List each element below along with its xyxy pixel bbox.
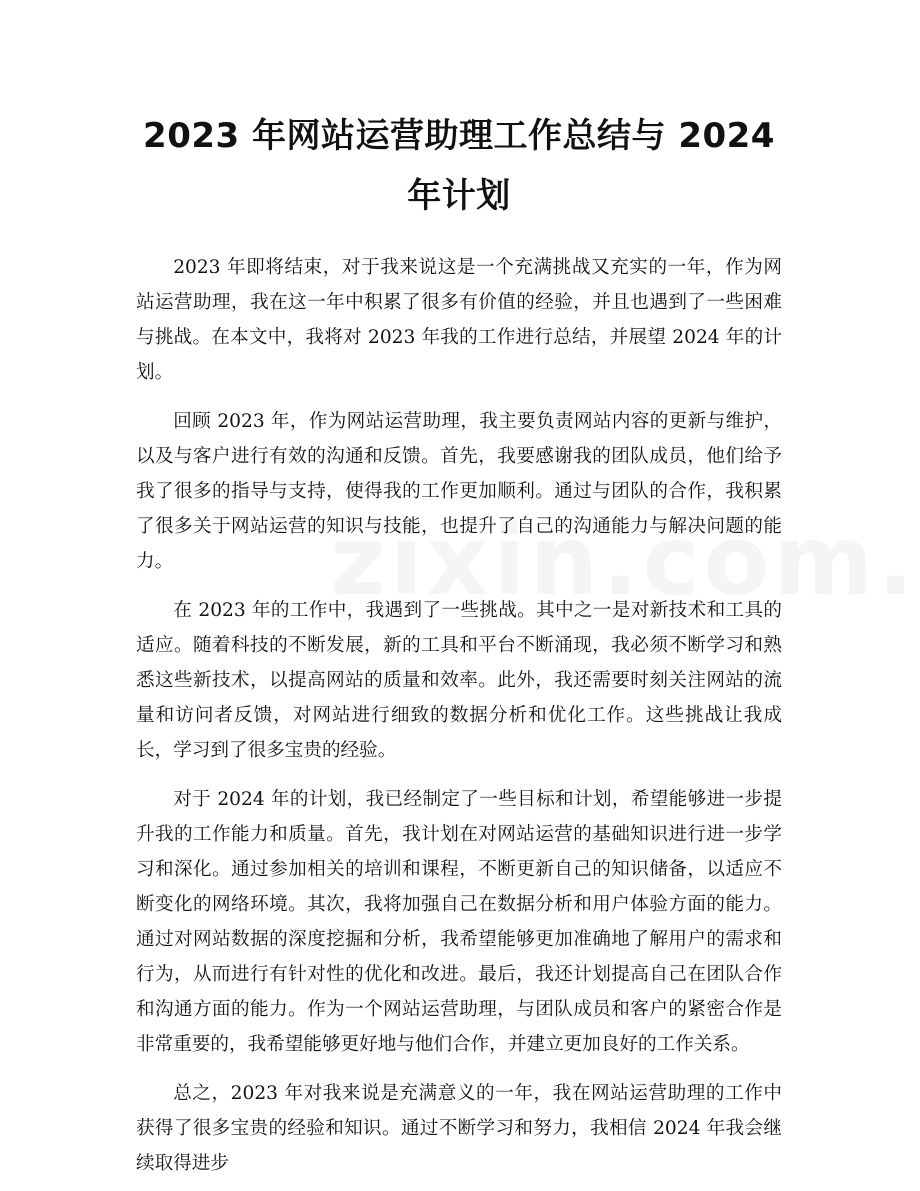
paragraph-review: 回顾 2023 年，作为网站运营助理，我主要负责网站内容的更新与维护，以及与客户进行有效的沟通和反馈。首先，我要感谢我的团队成员，他们给予我了很多的指导与支持，使得我的工作更加顺利。通过与团队的合作，我积累了很多关于网站运营的知识与技能，也提升了自己的沟通能力与解决问题的能力。	[136, 411, 782, 572]
paragraph-intro: 2023 年即将结束，对于我来说这是一个充满挑战又充实的一年，作为网站运营助理，我在这一年中积累了很多有价值的经验，并且也遇到了一些困难与挑战。在本文中，我将对 2023 年我的工作进行总结，并展望 2024 年的计划。	[136, 257, 782, 383]
paragraph-plan: 对于 2024 年的计划，我已经制定了一些目标和计划，希望能够进一步提升我的工作能力和质量。首先，我计划在对网站运营的基础知识进行进一步学习和深化。通过参加相关的培训和课程，不断更新自己的知识储备，以适应不断变化的网络环境。其次，我将加强自己在数据分析和用户体验方面的能力。通过对网站数据的深度挖掘和分析，我希望能够更加准确地了解用户的需求和行为，从而进行有针对性的优化和改进。最后，我还计划提高自己在团队合作和沟通方面的能力。作为一个网站运营助理，与团队成员和客户的紧密合作是非常重要的，我希望能够更好地与他们合作，并建立更加良好的工作关系。	[136, 789, 782, 1055]
document-title: 2023 年网站运营助理工作总结与 2024 年计划	[143, 116, 775, 216]
paragraph-conclusion: 总之，2023 年对我来说是充满意义的一年，我在网站运营助理的工作中获得了很多宝贵的经验和知识。通过不断学习和努力，我相信 2024 年我会继续取得进步	[136, 1083, 782, 1174]
paragraph-challenges: 在 2023 年的工作中，我遇到了一些挑战。其中之一是对新技术和工具的适应。随着科技的不断发展，新的工具和平台不断涌现，我必须不断学习和熟悉这些新技术，以提高网站的质量和效率。此外，我还需要时刻关注网站的流量和访问者反馈，对网站进行细致的数据分析和优化工作。这些挑战让我成长，学习到了很多宝贵的经验。	[136, 600, 782, 761]
